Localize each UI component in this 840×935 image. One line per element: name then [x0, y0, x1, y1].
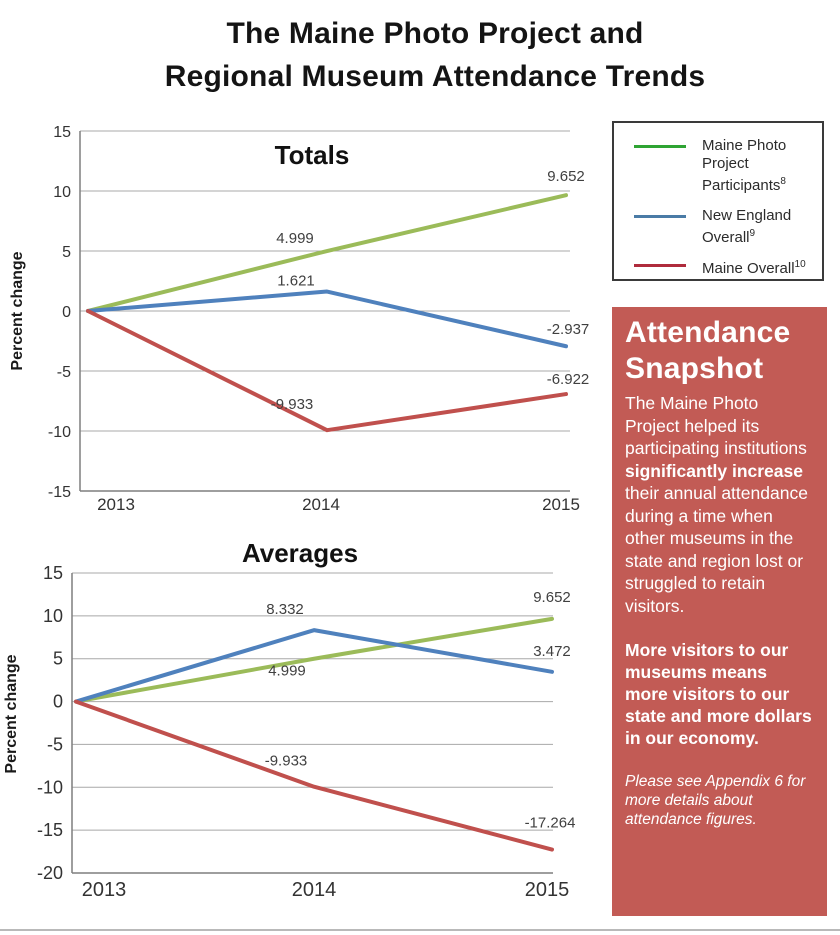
snapshot-emphasis: significantly increase: [625, 460, 803, 481]
x-tick-label: 2014: [302, 495, 340, 514]
chart-legend: [612, 121, 824, 281]
red-line-swatch: [634, 264, 686, 267]
legend-item-new-england-overall: [614, 207, 822, 257]
y-axis-title: Percent change: [3, 654, 20, 774]
data-label: 4.999: [276, 230, 314, 248]
green-line-swatch: [634, 145, 686, 148]
data-label: -2.937: [546, 321, 590, 339]
y-tick-label: -5: [46, 734, 63, 755]
y-tick-label: 0: [52, 691, 63, 712]
y-tick-label: -15: [47, 484, 71, 501]
y-tick-label: 10: [53, 184, 71, 201]
legend-label-maine-photo-project: Maine Photo Project Participants$^8$: [702, 137, 787, 194]
y-tick-label: -10: [36, 777, 63, 798]
y-tick-label: 15: [53, 124, 71, 141]
x-tick-label: 2013: [97, 495, 135, 514]
y-tick-label: 10: [42, 605, 63, 626]
x-tick-label: 2015: [542, 495, 580, 514]
y-tick-label: 15: [42, 563, 63, 583]
blue-line-swatch: [634, 215, 686, 218]
page-title-line2: Regional Museum Attendance Trends: [164, 60, 706, 93]
y-tick-label: 0: [62, 304, 71, 321]
data-label: 9.652: [533, 588, 571, 606]
chart-title: Averages: [241, 538, 359, 568]
y-tick-label: -20: [36, 863, 63, 883]
attendance-snapshot-panel: [612, 307, 827, 916]
data-label: -17.264: [524, 814, 576, 832]
series-line-maine-overall: [76, 702, 552, 850]
bottom-divider: [0, 929, 840, 931]
data-label: 8.332: [266, 601, 304, 619]
snapshot-footnote: Please see Appendix 6 for more details about attendance figures.: [625, 773, 806, 828]
x-tick-label: 2015: [524, 879, 570, 901]
data-label: 4.999: [268, 662, 306, 680]
data-label: -9.933: [270, 396, 314, 414]
data-label: 1.621: [277, 272, 315, 290]
series-line-new-england-overall: [76, 630, 552, 701]
y-tick-label: 5: [52, 648, 63, 669]
series-line-maine-photo-project-participants: [88, 195, 566, 311]
legend-label-maine-overall: Maine Overall$^{10}$: [702, 259, 806, 277]
data-label: 9.652: [547, 168, 585, 186]
legend-item-maine-photo-project: [614, 137, 822, 194]
data-label: 3.472: [533, 642, 571, 660]
y-tick-label: -15: [36, 820, 63, 841]
data-label: -6.922: [546, 371, 590, 389]
page-title-line1: The Maine Photo Project and: [226, 17, 644, 50]
snapshot-heading: Attendance Snapshot: [625, 316, 791, 385]
y-tick-label: -10: [47, 424, 71, 441]
x-tick-label: 2014: [291, 879, 337, 901]
legend-item-maine-overall: [614, 256, 822, 280]
y-axis-title: Percent change: [9, 251, 26, 371]
snapshot-callout: More visitors to our museums means more visitors to our state and more dollars in our economy.: [625, 640, 812, 748]
y-tick-label: 5: [62, 244, 71, 261]
snapshot-paragraph: The Maine Photo Project helped its participating institutions significantly increase their annual attendance during a time when other museums in the state and region lost or struggled to retain visitors.: [625, 393, 808, 616]
chart-title: Totals: [274, 140, 350, 170]
y-tick-label: -5: [56, 364, 71, 381]
legend-label-new-england-overall: New England Overall$^9$: [702, 207, 792, 246]
data-label: -9.933: [264, 752, 308, 770]
series-line-new-england-overall: [88, 292, 566, 347]
x-tick-label: 2013: [81, 879, 127, 901]
